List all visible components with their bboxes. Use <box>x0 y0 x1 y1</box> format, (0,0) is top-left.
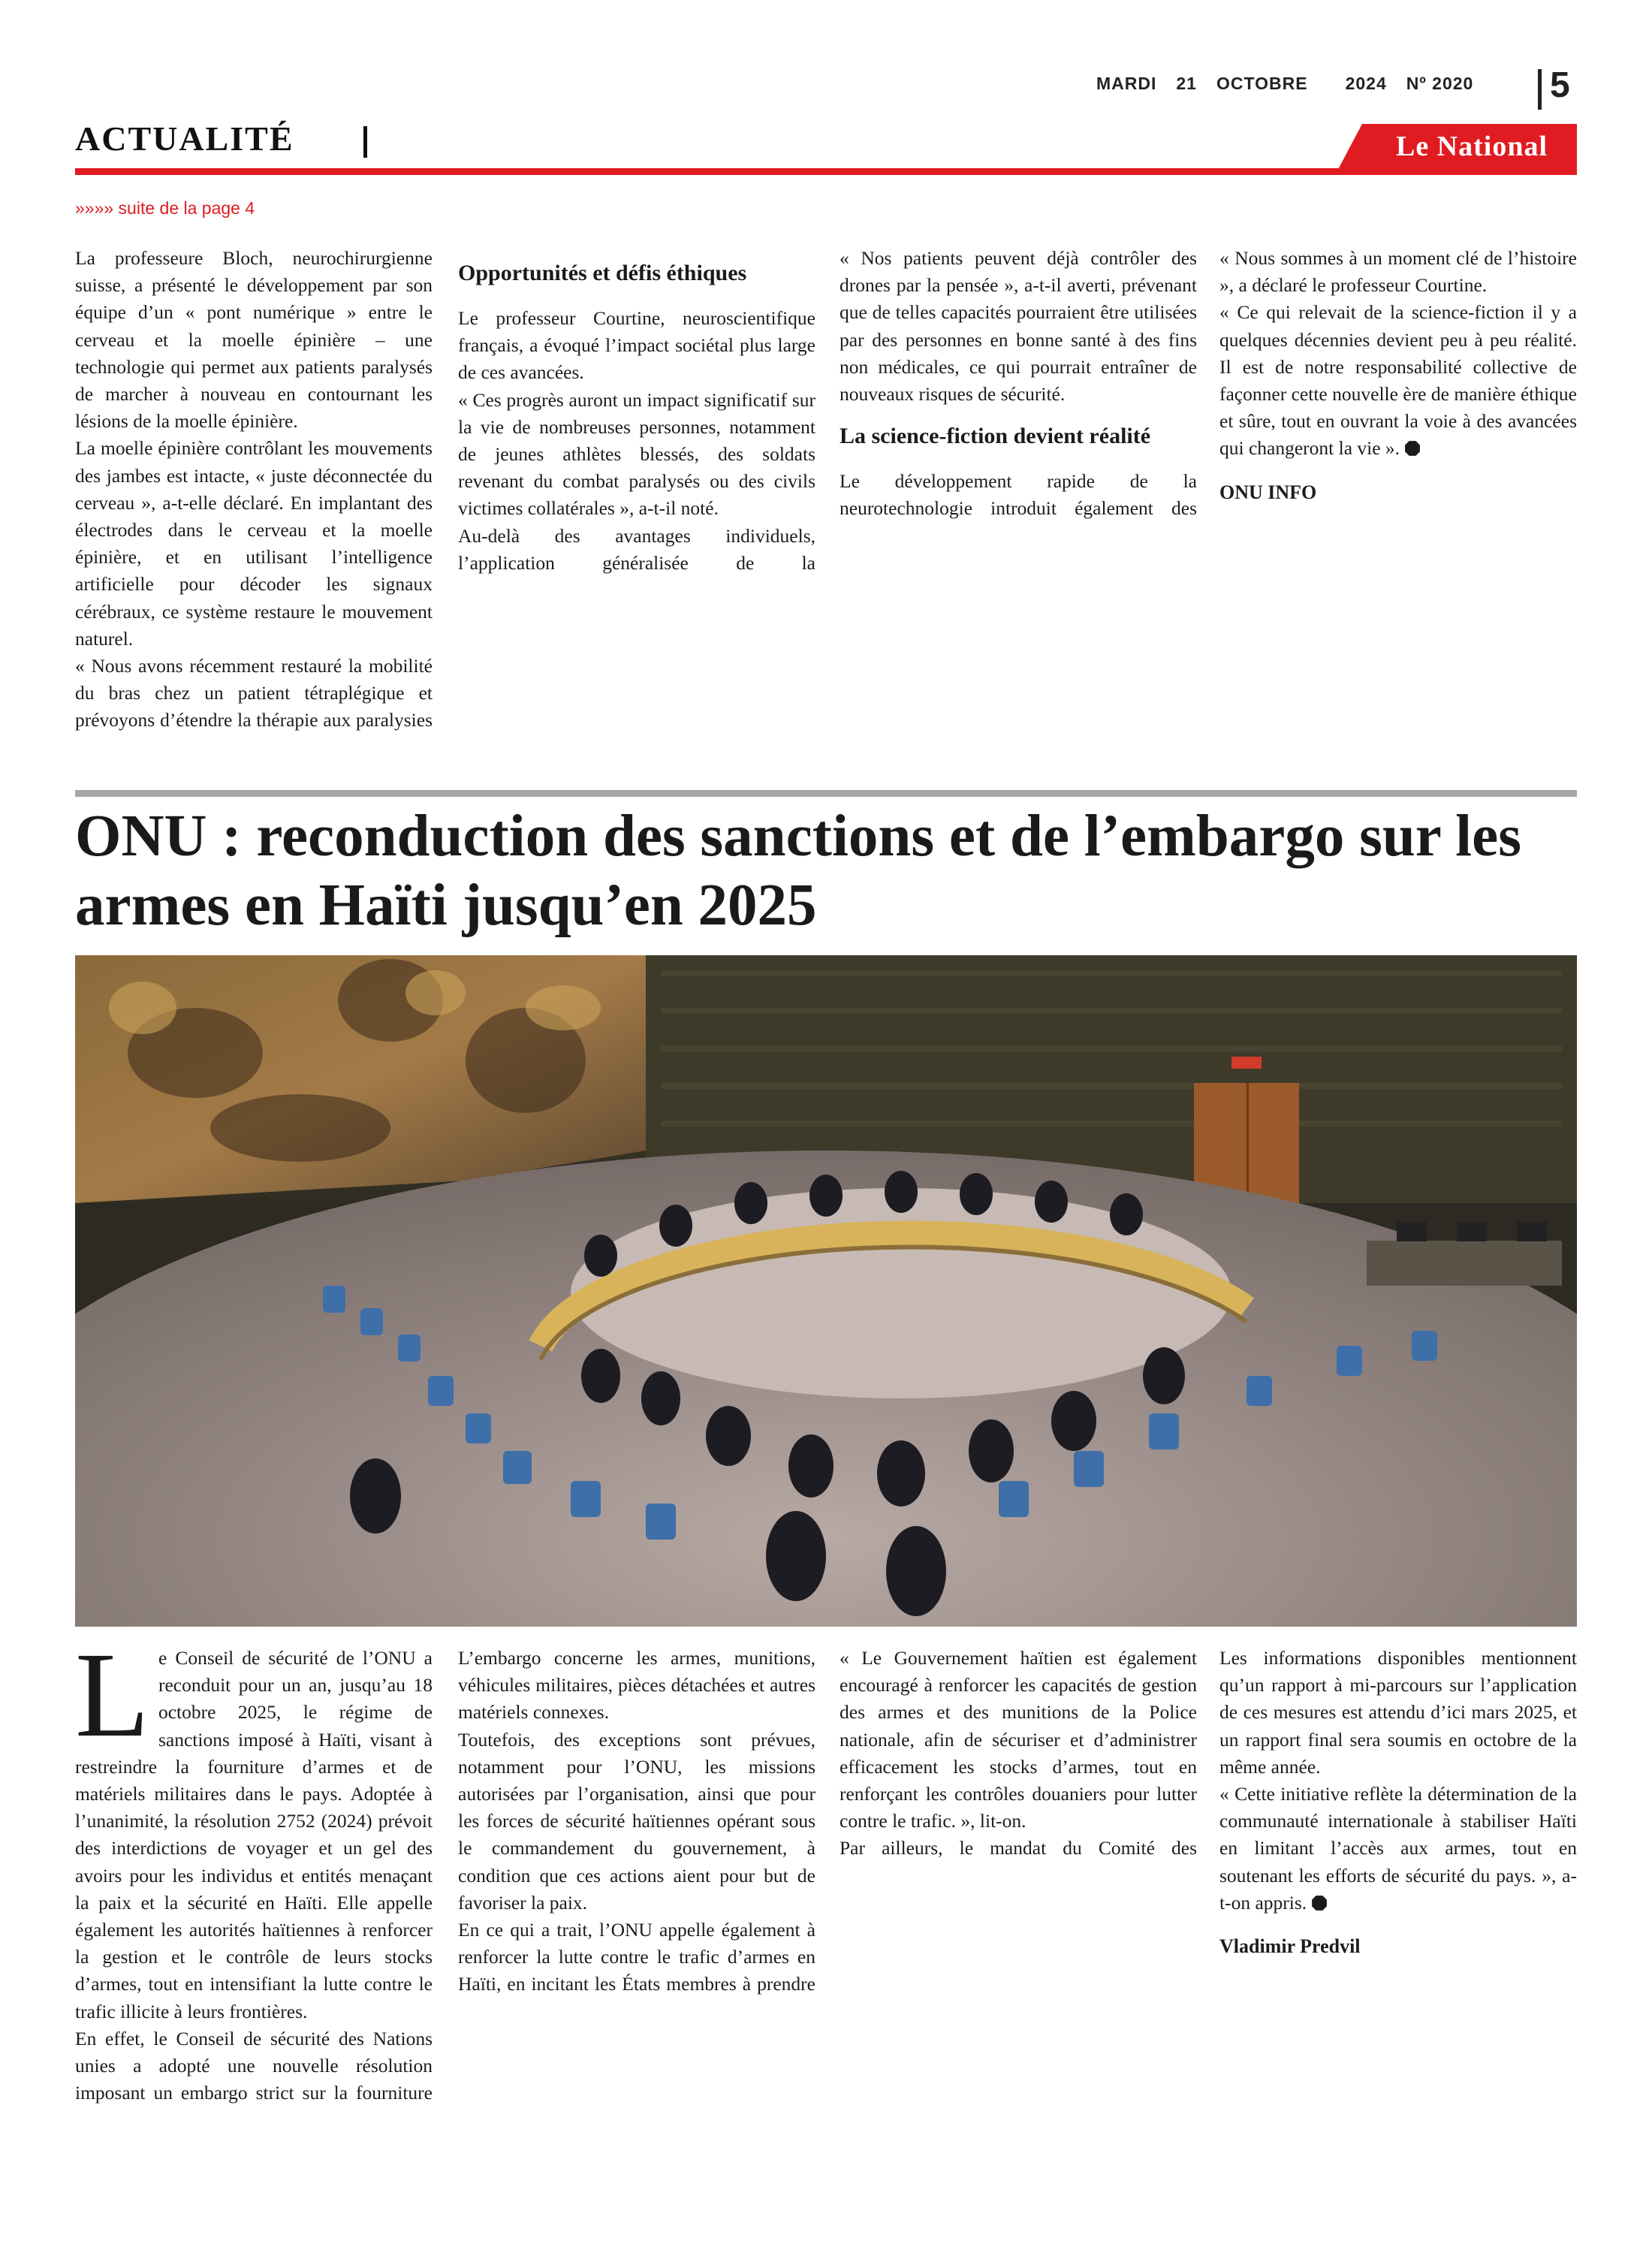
dropcap: L <box>75 1628 149 1763</box>
end-of-article-icon <box>1404 440 1421 457</box>
article-column-1 <box>75 245 433 734</box>
headline: ONU : reconduction des sanctions et de l’embargo sur les armes en Haïti jusqu’en 2025 <box>75 804 1521 938</box>
section-divider <box>363 126 367 158</box>
article-separator <box>75 790 1577 797</box>
paragraph: En effet, le Conseil de sécurité des Nations unies a adopté une nouvelle résolution imposant un embargo strict sur la fourniture <box>75 2027 433 2104</box>
issue-date: 21 <box>1176 74 1197 93</box>
page-number: 5 <box>1550 65 1570 105</box>
article-column-2 <box>458 245 815 577</box>
paragraph: Au-delà des avantages individuels, l’application généralisée de la <box>458 524 815 574</box>
issue-year: 2024 <box>1345 74 1387 93</box>
paragraph: « Nous avons récemment restauré la mobilité du bras chez un patient tétraplégique et prévoyons d’étendre la thérapie aux paralysies <box>75 655 433 731</box>
page-number-divider <box>1538 69 1542 110</box>
paragraph: « Ces progrès auront un impact significatif sur la vie de nombreuses personnes, notamment de jeunes athlètes blessés, des soldats revenant du combat paralysés ou des civils victimes collatérales », a-t-il noté. <box>458 388 815 520</box>
paragraph: Le professeur Courtine, neuroscientifique français, a évoqué l’impact sociétal plus large de ces avancées. <box>458 307 815 384</box>
paragraph: La professeure Bloch, neurochirurgienne suisse, a présenté le développement par son équipe d’un « pont numérique » entre le cerveau et la moelle épinière – une technologie qui permet aux patients paralysés de marcher à nouveau en contournant les lésions de la moelle épinière. <box>75 247 433 433</box>
paragraph: « Le Gouvernement haïtien est également encouragé à renforcer les capacités de gestion des armes et des munitions de la Police nationale, afin de sécuriser et d’administrer efficacement les stocks d’armes, tout en renforçant les contrôles douaniers pour lutter contre le trafic. », lit-on. <box>840 1647 1197 1832</box>
issue-month: OCTOBRE <box>1216 74 1308 93</box>
issue-number: Nº 2020 <box>1406 74 1474 93</box>
byline: ONU INFO <box>1219 481 1317 503</box>
paragraph: « Nous sommes à un moment clé de l’histoire », a déclaré le professeur Courtine. <box>1219 247 1577 297</box>
end-of-article-icon <box>1311 1895 1328 1911</box>
issue-date-line <box>1096 74 1532 94</box>
continued-from-label: »»»» suite de la page 4 <box>75 198 255 218</box>
paragraph: La moelle épinière contrôlant les mouvements des jambes est intacte, « juste déconnectée du cerveau », a-t-elle déclaré. En implantant des électrodes dans le cerveau et la moelle épinière, et en utilisant l’intelligence artificielle pour décoder les signaux cérébraux, ce système restaure le mouvement naturel. <box>75 437 433 650</box>
paragraph: L’embargo concerne les armes, munitions, véhicules militaires, pièces détachées et autres matériels connexes. <box>458 1647 815 1724</box>
paragraph: « Ce qui relevait de la science-fiction il y a quelques décennies devient peu à peu réalité. Il est de notre responsabilité collective de façonner cette nouvelle ère de manière éthique et sûre, tout en ouvrant la voie à des avancées qui changeront la vie ». <box>1219 301 1577 460</box>
article-column-8 <box>1219 1645 1577 1960</box>
paragraph: Le développement rapide de la neurotechnologie introduit également des <box>840 470 1197 520</box>
subheading: Opportunités et défis éthiques <box>458 261 747 285</box>
security-council-photo <box>75 955 1577 1627</box>
article-column-4 <box>1219 245 1577 506</box>
paragraph: Par ailleurs, le mandat du Comité des <box>840 1837 1197 1859</box>
article-column-5 <box>75 1628 433 2107</box>
paragraph: « Nos patients peuvent déjà contrôler des drones par la pensée », a-t-il averti, prévenant que de telles capacités pourraient être utilisées par des personnes en bonne santé à des fins non médicales, ce qui pourrait entraîner de nouveaux risques de sécurité. <box>840 247 1197 406</box>
section-title: ACTUALITÉ <box>75 119 294 158</box>
subheading: La science-fiction devient réalité <box>840 424 1151 449</box>
article-column-3 <box>840 245 1197 522</box>
paragraph: « Cette initiative reflète la détermination de la communauté internationale à stabiliser Haïti en limitant l’accès aux armes, tout en soutenant les efforts de sécurité du pays. », a-t-on appris. <box>1219 1783 1577 1914</box>
article-column-6 <box>458 1645 815 1998</box>
byline: Vladimir Predvil <box>1219 1935 1361 1958</box>
article-column-7 <box>840 1645 1197 1862</box>
issue-day: MARDI <box>1096 74 1157 93</box>
lead-paragraph: Le Conseil de sécurité de l’ONU a reconduit pour un an, jusqu’au 18 octobre 2025, le régime de sanctions imposé à Haïti, visant à restreindre la fourniture d’armes et de matériels militaires dans le pays. Adoptée à l’unanimité, la résolution 2752 (2024) prévoit des interdictions de voyager et un gel des avoirs pour les individus et entités menaçant la paix et la sécurité en Haïti. Elle appelle également les autorités haïtiennes à renforcer la gestion et le contrôle de leurs stocks d’armes, tout en intensifiant la lutte contre le trafic illicite à leurs frontières. <box>75 1628 433 2022</box>
paragraph: En ce qui a trait, l’ONU appelle également à renforcer la lutte contre le trafic d’armes en Haïti, en incitant les États membres à prendre <box>458 1919 815 1995</box>
photo-illustration <box>75 955 1577 1627</box>
paragraph: Toutefois, des exceptions sont prévues, notamment pour l’ONU, les missions autorisées par l’organisation, ainsi que pour les forces de sécurité haïtiennes opérant sous le commandement du gouvernement, à condition que ces actions aient pour but de favoriser la paix. <box>458 1728 815 1914</box>
paragraph: Les informations disponibles mentionnent qu’un rapport à mi-parcours sur l’application de ces mesures est attendu d’ici mars 2025, et un rapport final sera soumis en octobre de la même année. <box>1219 1647 1577 1778</box>
newspaper-name: Le National <box>1395 131 1548 162</box>
